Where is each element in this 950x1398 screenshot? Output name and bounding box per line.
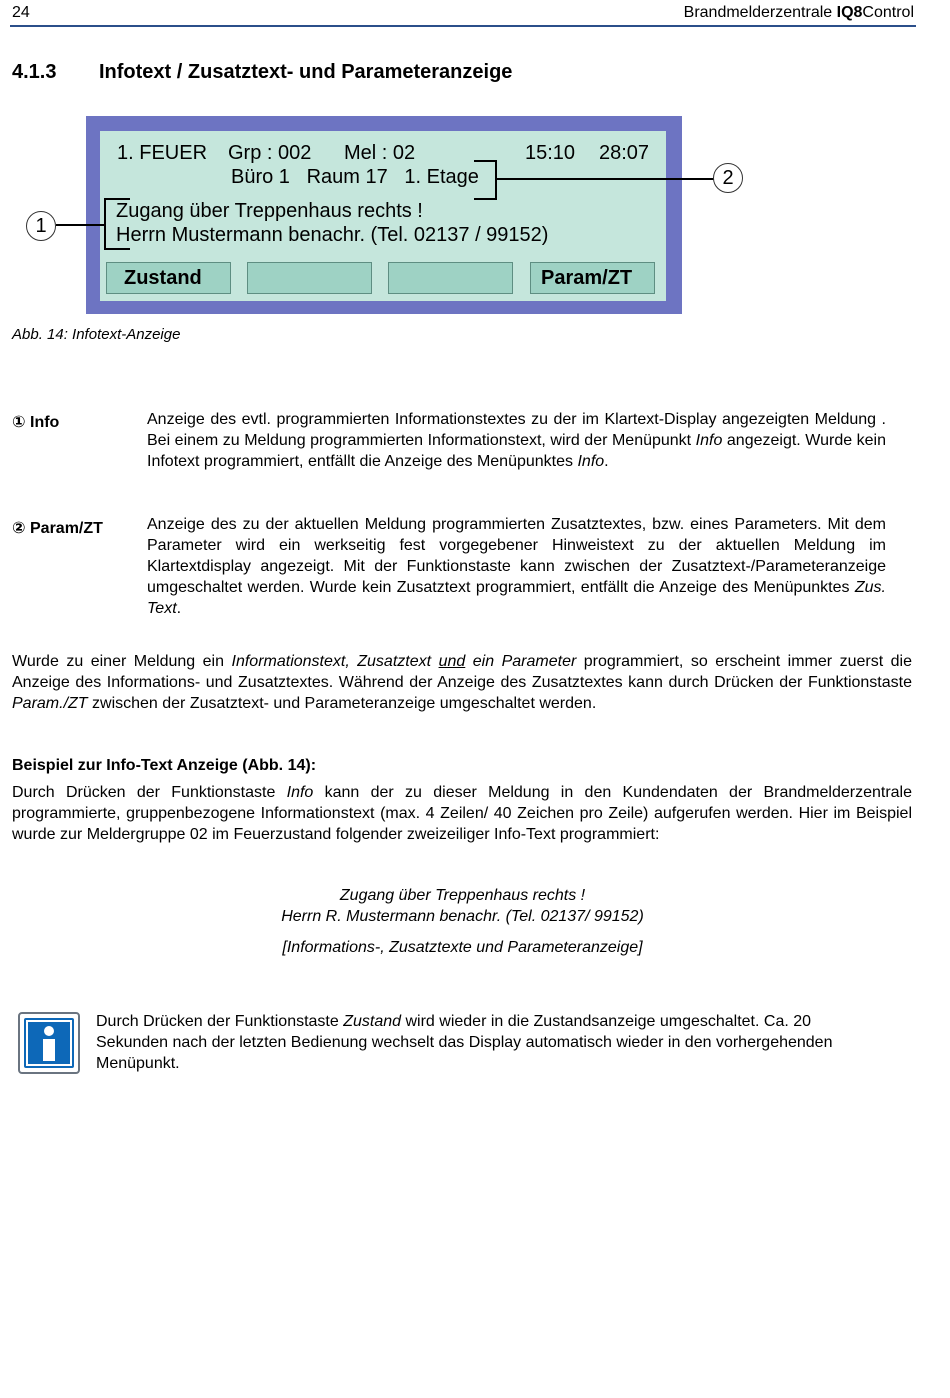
callout-2-leader bbox=[496, 178, 714, 180]
softkey-2[interactable] bbox=[247, 262, 372, 294]
desc-info-text-1: Anzeige des evtl. programmierten Informationstextes zu der im Klartext-Display angezeigten Meldung . Bei einem zu Meldung programmierten Informationstext, wird der Menüpunkt bbox=[147, 411, 886, 449]
display-time: 15:10 bbox=[525, 142, 576, 164]
term-param-zt: ② Param/ZT bbox=[12, 520, 103, 537]
note-italic-1: Zustand bbox=[343, 1013, 402, 1030]
para-text-1: Wurde zu einer Meldung ein bbox=[12, 653, 232, 670]
callout-1: 1 bbox=[26, 211, 56, 241]
title-suffix: Control bbox=[862, 4, 914, 21]
desc-param-text-2: . bbox=[176, 600, 182, 617]
desc-info-italic-2: Info bbox=[577, 453, 605, 470]
softkey-3[interactable] bbox=[388, 262, 513, 294]
section-number: 4.1.3 bbox=[12, 61, 57, 83]
para-italic-3: Param./ZT bbox=[12, 695, 88, 712]
display-detector: Mel : 02 bbox=[344, 142, 416, 164]
figure-caption: Abb. 14: Infotext-Anzeige bbox=[12, 326, 181, 343]
note-text-1: Durch Drücken der Funktionstaste bbox=[96, 1013, 344, 1030]
example-sample-line-2: Herrn R. Mustermann benachr. (Tel. 02137/ 99152) bbox=[281, 908, 644, 925]
example-sample-line-3: [Informations-, Zusatztexte und Parameteranzeige] bbox=[282, 939, 643, 956]
example-text-1: Durch Drücken der Funktionstaste bbox=[12, 784, 287, 801]
desc-param-italic-1: Zus. Text bbox=[147, 579, 886, 617]
desc-param-text-1: Anzeige des zu der aktuellen Meldung programmierten Zusatztextes, bzw. eines Parameters. Mit dem Parameter wird ein werkseitig fest vorgegebener Hinweistext zu der aktuellen Meldung im Klartextdisplay angezeigt. Mit der Funktionstaste kann zwischen der Zusatztext-/Parameteranzeige umgeschaltet werden. Wurde kein Zusatztext programmiert, entfällt die Anzeige des Menüpunktes bbox=[147, 516, 886, 596]
para-italic-2: ein Parameter bbox=[465, 653, 577, 670]
desc-info-italic-1: Info bbox=[695, 432, 723, 449]
example-paragraph bbox=[12, 782, 912, 845]
title-prefix: Brandmelderzentrale bbox=[683, 4, 837, 21]
example-heading: Beispiel zur Info-Text Anzeige (Abb. 14): bbox=[12, 757, 317, 774]
example-text-2: kann der zu dieser Meldung in den Kundendaten der Brandmelderzentrale programmierte, gruppenbezogene Informationstext (max. 4 Zeilen/ 40 Zeichen pro Zeile) aufgerufen werden. Hier im Beispiel wurde zur Meldergruppe 02 im Feuerzustand folgender zweizeiliger Info-Text programmiert: bbox=[12, 784, 913, 843]
page-number: 24 bbox=[12, 4, 30, 21]
para-text-3: zwischen der Zusatztext- und Parameteranzeige umgeschaltet werden. bbox=[87, 695, 597, 712]
desc-info-text-3: . bbox=[604, 453, 609, 470]
display-location: Büro 1 Raum 17 1. Etage bbox=[231, 166, 479, 188]
bracket-location bbox=[474, 160, 497, 200]
softkey-zustand[interactable]: Zustand bbox=[106, 262, 231, 294]
info-icon bbox=[18, 1012, 80, 1074]
paragraph-sequence bbox=[12, 651, 912, 714]
desc-info-text-2: angezeigt. Wurde kein Infotext programmiert, entfällt die Anzeige des Menüpunktes bbox=[147, 432, 887, 470]
example-italic-1: Info bbox=[286, 784, 314, 801]
softkey-param-zt[interactable]: Param/ZT bbox=[530, 262, 655, 294]
display-timer: 28:07 bbox=[599, 142, 650, 164]
para-underline: und bbox=[438, 653, 466, 670]
example-sample-line-1: Zugang über Treppenhaus rechts ! bbox=[339, 887, 586, 904]
display-info-line-2: Herrn Mustermann benachr. (Tel. 02137 / 99152) bbox=[116, 224, 549, 246]
note-text bbox=[96, 1011, 886, 1074]
note-text-2: wird wieder in die Zustandsanzeige umgeschaltet. Ca. 20 Sekunden nach der letzten Bedienung wechselt das Display automatisch wieder in den vorhergehenden Menüpunkt. bbox=[96, 1013, 833, 1072]
display-alarm: 1. FEUER bbox=[117, 142, 208, 164]
section-heading bbox=[12, 61, 512, 84]
desc-param-zt bbox=[147, 514, 886, 619]
term-info: ① Info bbox=[12, 414, 60, 431]
callout-2: 2 bbox=[713, 163, 743, 193]
display-group: Grp : 002 bbox=[228, 142, 312, 164]
para-italic-1: Informationstext, Zusatztext bbox=[231, 653, 439, 670]
bracket-info bbox=[104, 198, 130, 250]
callout-1-leader bbox=[56, 224, 106, 226]
document-title bbox=[684, 4, 914, 22]
para-text-2: programmiert, so erscheint immer zuerst die Anzeige des Informations- und Zusatztextes. Während der Anzeige des Zusatztextes kann durch Drücken der Funktionstaste bbox=[12, 653, 913, 691]
title-bold: IQ8 bbox=[836, 4, 863, 21]
desc-info bbox=[147, 409, 886, 472]
section-title: Infotext / Zusatztext- und Parameteranzeige bbox=[99, 61, 513, 83]
display-info-line-1: Zugang über Treppenhaus rechts ! bbox=[116, 200, 423, 222]
header-rule bbox=[10, 25, 916, 27]
